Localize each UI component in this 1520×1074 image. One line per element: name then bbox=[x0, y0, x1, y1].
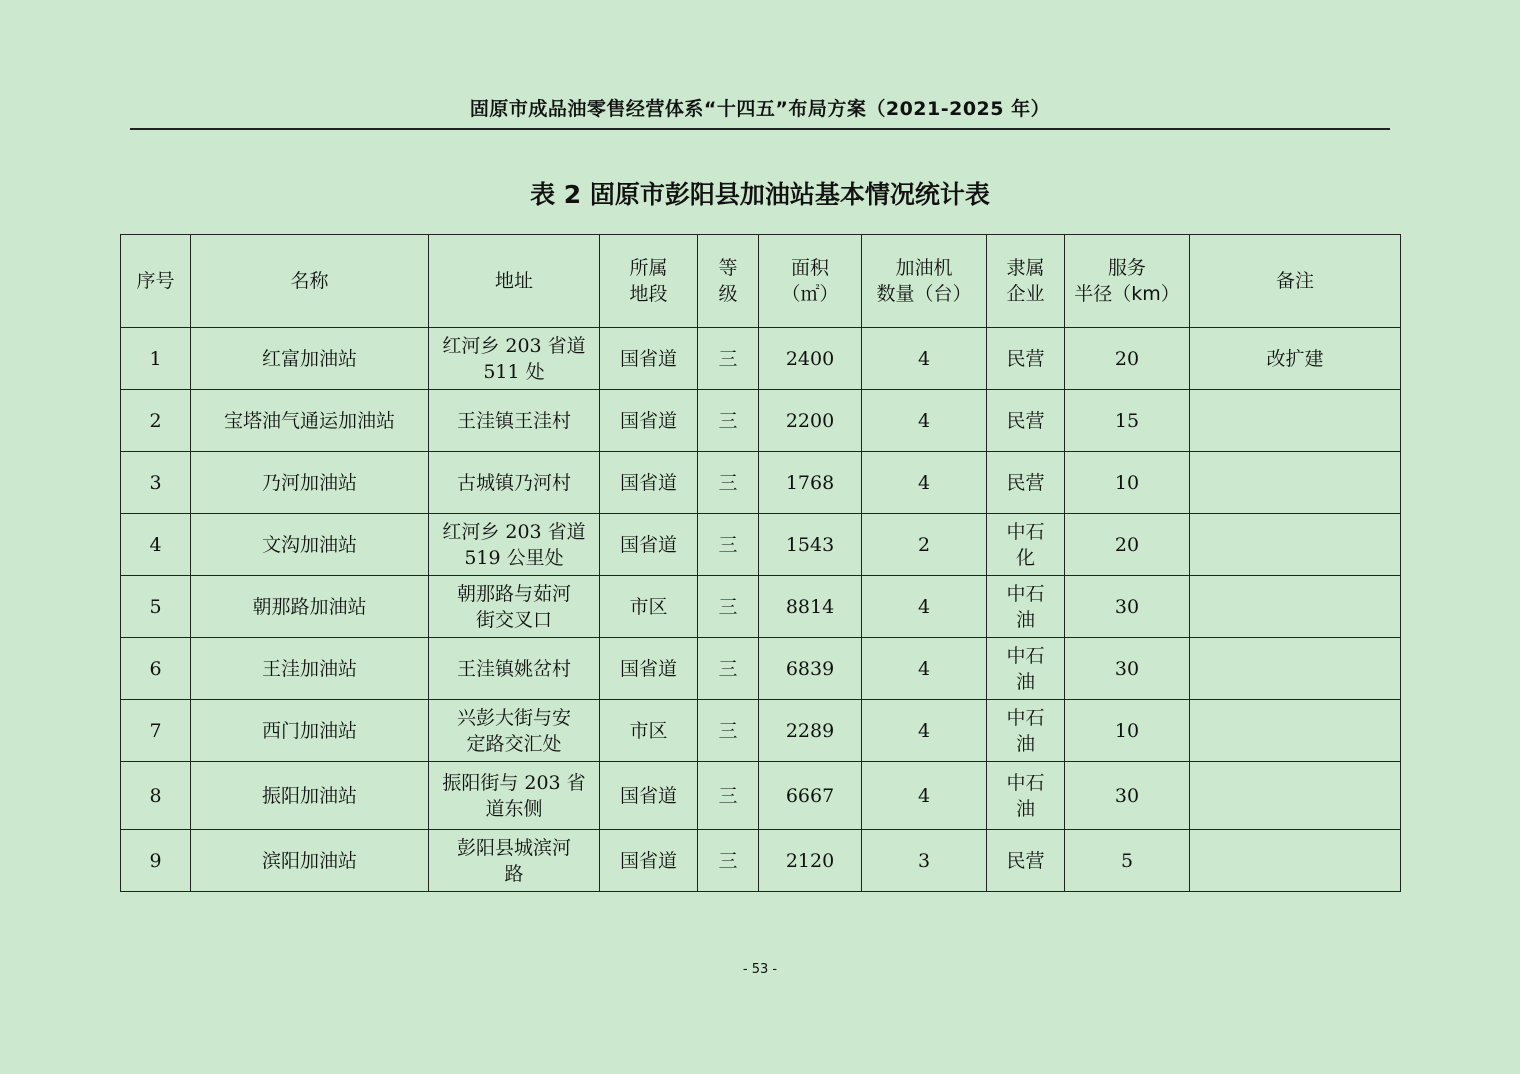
table-cell: 国省道 bbox=[600, 452, 698, 514]
table-cell: 振阳加油站 bbox=[191, 762, 429, 830]
table-cell: 国省道 bbox=[600, 328, 698, 390]
table-cell: 乃河加油站 bbox=[191, 452, 429, 514]
table-cell: 民营 bbox=[987, 830, 1065, 892]
table-cell: 民营 bbox=[987, 390, 1065, 452]
table-cell: 国省道 bbox=[600, 830, 698, 892]
table-cell: 兴彭大街与安 定路交汇处 bbox=[429, 700, 600, 762]
table-cell: 4 bbox=[862, 328, 987, 390]
table-cell: 西门加油站 bbox=[191, 700, 429, 762]
table-cell: 2289 bbox=[759, 700, 862, 762]
table-cell: 30 bbox=[1065, 762, 1190, 830]
table-cell: 中石 化 bbox=[987, 514, 1065, 576]
table-cell: 三 bbox=[698, 576, 759, 638]
column-header: 等 级 bbox=[698, 235, 759, 328]
table-cell: 国省道 bbox=[600, 638, 698, 700]
table-row bbox=[121, 452, 1401, 514]
column-header: 备注 bbox=[1190, 235, 1401, 328]
table-cell: 1768 bbox=[759, 452, 862, 514]
table-cell: 2 bbox=[121, 390, 191, 452]
table-cell: 改扩建 bbox=[1190, 328, 1401, 390]
table-cell: 9 bbox=[121, 830, 191, 892]
table-cell: 6 bbox=[121, 638, 191, 700]
table-cell: 民营 bbox=[987, 452, 1065, 514]
table-cell: 三 bbox=[698, 762, 759, 830]
page-number: - 53 - bbox=[742, 962, 778, 977]
table-cell: 7 bbox=[121, 700, 191, 762]
table-header-row bbox=[121, 235, 1401, 328]
table-row bbox=[121, 638, 1401, 700]
table-cell: 4 bbox=[121, 514, 191, 576]
table-row bbox=[121, 576, 1401, 638]
table-cell: 国省道 bbox=[600, 762, 698, 830]
table-cell: 8814 bbox=[759, 576, 862, 638]
table-title: 表 2 固原市彭阳县加油站基本情况统计表 bbox=[530, 180, 990, 209]
table-cell: 三 bbox=[698, 328, 759, 390]
table-cell: 10 bbox=[1065, 452, 1190, 514]
table-cell: 古城镇乃河村 bbox=[429, 452, 600, 514]
table-cell: 4 bbox=[862, 638, 987, 700]
table-cell: 2400 bbox=[759, 328, 862, 390]
column-header: 隶属 企业 bbox=[987, 235, 1065, 328]
table-cell: 振阳街与 203 省 道东侧 bbox=[429, 762, 600, 830]
table-cell bbox=[1190, 576, 1401, 638]
column-header: 地址 bbox=[429, 235, 600, 328]
table-cell: 三 bbox=[698, 638, 759, 700]
table-cell bbox=[1190, 390, 1401, 452]
table-cell: 三 bbox=[698, 700, 759, 762]
table-cell: 市区 bbox=[600, 576, 698, 638]
table-cell: 4 bbox=[862, 576, 987, 638]
table-cell: 红河乡 203 省道 511 处 bbox=[429, 328, 600, 390]
table-cell: 滨阳加油站 bbox=[191, 830, 429, 892]
table-cell: 6839 bbox=[759, 638, 862, 700]
table-cell: 30 bbox=[1065, 576, 1190, 638]
table-row bbox=[121, 390, 1401, 452]
gas-station-table bbox=[120, 234, 1401, 892]
table-cell bbox=[1190, 700, 1401, 762]
table-cell: 文沟加油站 bbox=[191, 514, 429, 576]
header-rule bbox=[130, 128, 1390, 130]
table-cell: 3 bbox=[121, 452, 191, 514]
table-cell: 红河乡 203 省道 519 公里处 bbox=[429, 514, 600, 576]
table-cell: 市区 bbox=[600, 700, 698, 762]
running-header: 固原市成品油零售经营体系“十四五”布局方案（2021-2025 年） bbox=[469, 98, 1051, 120]
table-cell: 6667 bbox=[759, 762, 862, 830]
table-cell: 2200 bbox=[759, 390, 862, 452]
table-cell: 20 bbox=[1065, 328, 1190, 390]
table-cell: 5 bbox=[1065, 830, 1190, 892]
table-cell: 10 bbox=[1065, 700, 1190, 762]
table-cell: 15 bbox=[1065, 390, 1190, 452]
table-cell: 国省道 bbox=[600, 514, 698, 576]
table-row bbox=[121, 762, 1401, 830]
table-cell: 王洼镇王洼村 bbox=[429, 390, 600, 452]
table-cell: 8 bbox=[121, 762, 191, 830]
table-row bbox=[121, 830, 1401, 892]
table-cell: 1 bbox=[121, 328, 191, 390]
table-cell: 4 bbox=[862, 700, 987, 762]
column-header: 服务 半径（km） bbox=[1065, 235, 1190, 328]
column-header: 面积 （㎡） bbox=[759, 235, 862, 328]
table-cell bbox=[1190, 514, 1401, 576]
table-cell: 5 bbox=[121, 576, 191, 638]
table-cell: 三 bbox=[698, 514, 759, 576]
table-cell: 4 bbox=[862, 390, 987, 452]
table-cell: 王洼镇姚岔村 bbox=[429, 638, 600, 700]
table-cell: 3 bbox=[862, 830, 987, 892]
table-cell: 朝那路加油站 bbox=[191, 576, 429, 638]
table-cell: 4 bbox=[862, 452, 987, 514]
table-cell: 20 bbox=[1065, 514, 1190, 576]
table-row bbox=[121, 514, 1401, 576]
table-cell: 4 bbox=[862, 762, 987, 830]
table-cell bbox=[1190, 452, 1401, 514]
table-cell: 中石 油 bbox=[987, 638, 1065, 700]
table-cell: 2 bbox=[862, 514, 987, 576]
table-cell: 中石 油 bbox=[987, 576, 1065, 638]
table-body bbox=[121, 328, 1401, 892]
table-cell: 民营 bbox=[987, 328, 1065, 390]
table-cell: 三 bbox=[698, 452, 759, 514]
table-cell: 王洼加油站 bbox=[191, 638, 429, 700]
table-cell: 三 bbox=[698, 830, 759, 892]
table-row bbox=[121, 328, 1401, 390]
column-header: 加油机 数量（台） bbox=[862, 235, 987, 328]
table-cell: 1543 bbox=[759, 514, 862, 576]
table-cell: 彭阳县城滨河 路 bbox=[429, 830, 600, 892]
table-row bbox=[121, 700, 1401, 762]
table-cell: 宝塔油气通运加油站 bbox=[191, 390, 429, 452]
table-cell: 三 bbox=[698, 390, 759, 452]
table-cell: 2120 bbox=[759, 830, 862, 892]
table-cell: 中石 油 bbox=[987, 700, 1065, 762]
table-cell bbox=[1190, 638, 1401, 700]
table-cell bbox=[1190, 830, 1401, 892]
table-cell: 朝那路与茹河 街交叉口 bbox=[429, 576, 600, 638]
table-cell: 中石 油 bbox=[987, 762, 1065, 830]
column-header: 序号 bbox=[121, 235, 191, 328]
table-cell bbox=[1190, 762, 1401, 830]
column-header: 所属 地段 bbox=[600, 235, 698, 328]
column-header: 名称 bbox=[191, 235, 429, 328]
table-cell: 红富加油站 bbox=[191, 328, 429, 390]
table-cell: 国省道 bbox=[600, 390, 698, 452]
table-cell: 30 bbox=[1065, 638, 1190, 700]
